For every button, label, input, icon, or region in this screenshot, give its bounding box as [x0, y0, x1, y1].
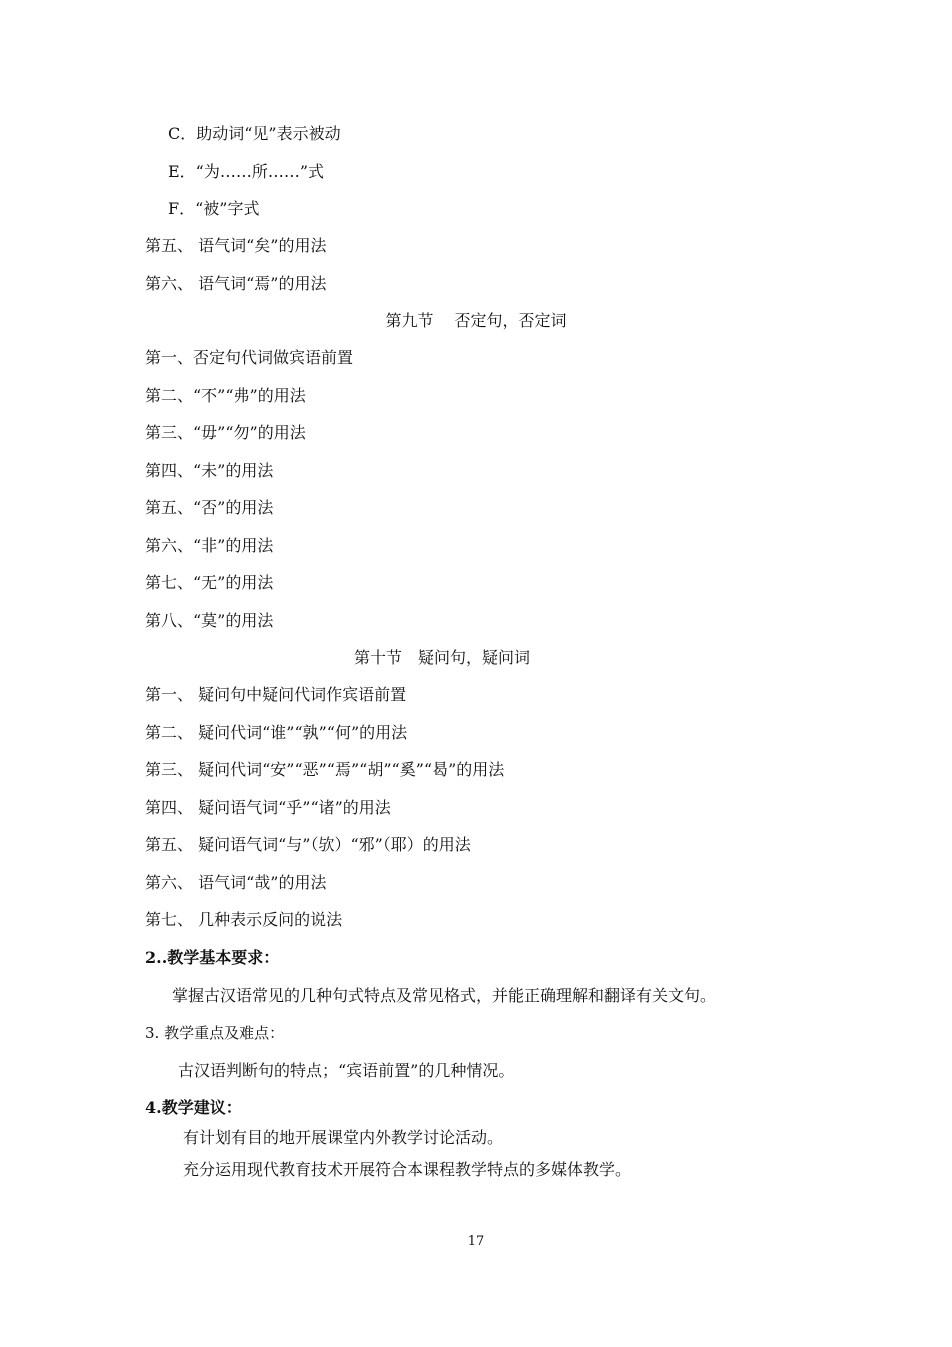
list-item: 第二、 疑问代词“谁”“孰”“何”的用法	[145, 723, 408, 742]
list-item: 第七、“无”的用法	[145, 573, 274, 592]
key-points-text: 古汉语判断句的特点；“宾语前置”的几种情况。	[178, 1061, 515, 1080]
list-item: 第七、 几种表示反问的说法	[145, 910, 343, 929]
list-item: 第五、“否”的用法	[145, 498, 274, 517]
list-item: 第八、“莫”的用法	[145, 611, 274, 630]
list-item: 第六、 语气词“哉”的用法	[145, 873, 327, 892]
list-item: 第五、 语气词“矣”的用法	[145, 236, 327, 255]
section-title-9: 第九节 否定句，否定词	[385, 311, 567, 330]
list-item: 第四、“未”的用法	[145, 461, 274, 480]
suggestion-item: 充分运用现代教育技术开展符合本课程教学特点的多媒体教学。	[183, 1160, 632, 1179]
list-item-f: F．“被”字式	[168, 199, 260, 218]
list-item: 第六、“非”的用法	[145, 536, 274, 555]
list-item-c: C．助动词“见”表示被动	[168, 124, 341, 143]
list-item: 第三、“毋”“勿”的用法	[145, 423, 306, 442]
list-item: 第二、“不”“弗”的用法	[145, 386, 306, 405]
key-points-heading: 3. 教学重点及难点：	[145, 1024, 285, 1042]
requirements-text: 掌握古汉语常见的几种句式特点及常见格式，并能正确理解和翻译有关文句。	[172, 986, 717, 1005]
list-item: 第五、 疑问语气词“与”（欤）“邪”（耶）的用法	[145, 835, 471, 854]
list-item: 第一、否定句代词做宾语前置	[145, 348, 354, 367]
section-title-10: 第十节 疑问句，疑问词	[353, 648, 530, 667]
list-item: 第三、 疑问代词“安”“恶”“焉”“胡”“奚”“曷”的用法	[145, 760, 505, 779]
requirements-heading: 2..教学基本要求：	[145, 948, 280, 967]
list-item: 第一、 疑问句中疑问代词作宾语前置	[145, 685, 407, 704]
page-number: 17	[467, 1234, 485, 1249]
suggestion-item: 有计划有目的地开展课堂内外教学讨论活动。	[183, 1128, 504, 1147]
list-item: 第六、 语气词“焉”的用法	[145, 274, 327, 293]
list-item: 第四、 疑问语气词“乎”“诸”的用法	[145, 798, 391, 817]
suggestions-heading: 4.教学建议：	[145, 1098, 242, 1117]
list-item-e: E．“为……所……”式	[168, 162, 325, 181]
